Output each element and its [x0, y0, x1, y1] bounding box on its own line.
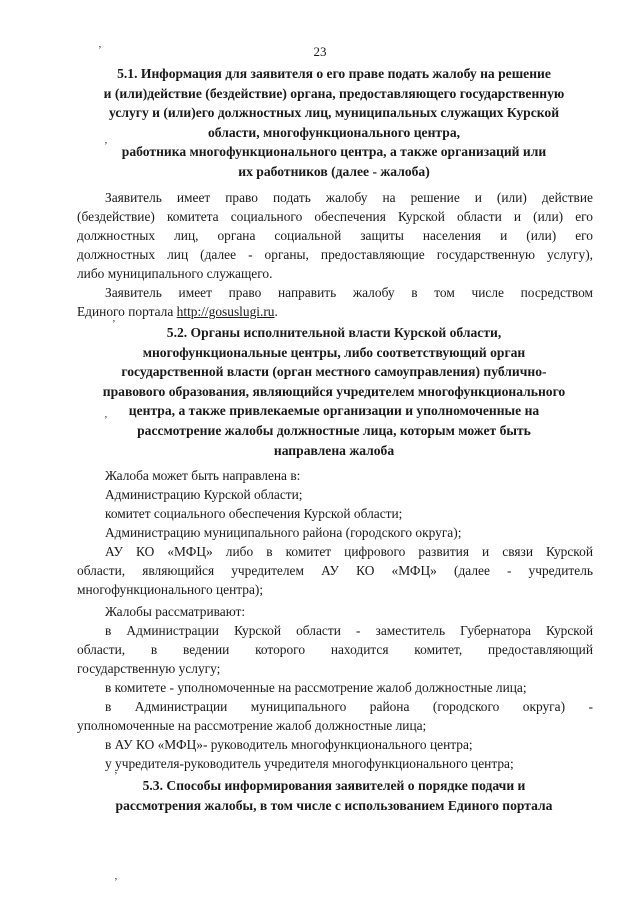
scan-mark: ʼ [98, 44, 102, 56]
paragraph-line: Заявитель имеет право подать жалобу на решение и (или) действие [105, 190, 593, 205]
list-item: в Администрации муниципального района (городского округа) - [105, 699, 593, 714]
heading-line: центра, а также привлекаемые организации и уполномоченные на [128, 403, 540, 419]
heading-line: 5.2. Органы исполнительной власти Курской области, [166, 325, 502, 340]
heading-line: и (или)действие (бездействие) органа, предоставляющего государственную [103, 85, 565, 101]
heading-line: их работников (далее - жалоба) [238, 163, 430, 179]
list-item: Жалобы рассматривают: [105, 604, 246, 619]
paragraph-line [77, 302, 593, 321]
list-item: Администрацию Курской области; [105, 487, 303, 502]
scan-mark: ʼ [114, 770, 118, 782]
paragraph-line: Заявитель имеет право направить жалобу в том числе посредством [105, 285, 593, 300]
heading-line: области, многофункционального центра, [207, 124, 461, 140]
heading-line: государственной власти (орган местного самоуправления) публично- [121, 364, 547, 380]
heading-line: правового образования, являющийся учредителем многофункционального [102, 383, 566, 399]
heading-line: услугу и (или)его должностных лиц, муниципальных служащих Курской [108, 105, 560, 121]
heading-line: многофункциональные центры, либо соответствующий орган [142, 344, 526, 360]
paragraph-line: (бездействие) комитета социального обеспечения Курской области и (или) его [77, 209, 593, 224]
list-item: многофункционального центра); [77, 582, 264, 597]
list-item: в Администрации Курской области - заместитель Губернатора Курской [105, 623, 593, 638]
scan-mark: ʼ [112, 318, 116, 330]
section-5-1-paragraph-2 [77, 283, 593, 321]
list-item: государственную услугу; [77, 661, 221, 676]
scan-mark: ʼ [114, 876, 118, 888]
section-5-2-heading [74, 323, 594, 460]
list-item: комитет социального обеспечения Курской области; [105, 506, 403, 521]
complaint-recipients-list [77, 466, 593, 599]
scan-mark: ʼ [104, 140, 108, 152]
complaint-reviewers-list [77, 602, 593, 773]
heading-line: 5.1. Информация для заявителя о его праве подать жалобу на решение [117, 66, 551, 81]
section-5-1-paragraph-1 [77, 188, 593, 283]
scan-mark: ʼ [104, 414, 108, 426]
section-5-3-heading [74, 776, 594, 815]
page-number: 23 [313, 44, 327, 59]
list-item: области, в ведении которого находится комитет, предоставляющий [77, 642, 593, 657]
paragraph-line: должностных лиц (далее - органы, предоставляющие государственную услугу), [77, 247, 593, 262]
list-item: в АУ КО «МФЦ»- руководитель многофункционального центра; [105, 737, 473, 752]
section-5-1-heading [74, 64, 594, 182]
heading-line: 5.3. Способы информирования заявителей о порядке подачи и [142, 778, 526, 793]
paragraph-text: Единого портала [77, 304, 177, 319]
gosuslugi-link[interactable]: http://gosuslugi.ru [176, 304, 275, 319]
heading-line: работника многофункционального центра, а также организаций или [121, 144, 547, 160]
heading-line: рассмотрение жалобы должностные лица, которым может быть [137, 422, 531, 438]
heading-line: рассмотрения жалобы, в том числе с использованием Единого портала [115, 797, 553, 813]
list-item: уполномоченные на рассмотрение жалоб должностные лица; [77, 718, 427, 733]
heading-line: направлена жалоба [273, 442, 395, 458]
list-item: у учредителя-руководитель учредителя многофункционального центра; [105, 756, 514, 771]
paragraph-line: должностных лиц, органа социальной защиты населения и (или) его [77, 228, 593, 243]
paragraph-text: . [274, 304, 278, 319]
list-item: в комитете - уполномоченные на рассмотрение жалоб должностные лица; [105, 680, 527, 695]
list-item: АУ КО «МФЦ» либо в комитет цифрового развития и связи Курской [105, 544, 593, 559]
list-item: Жалоба может быть направлена в: [105, 468, 301, 483]
list-item: области, являющийся учредителем АУ КО «МФЦ» (далее - учредитель [77, 563, 593, 578]
paragraph-line: либо муниципального служащего. [77, 266, 273, 281]
list-item: Администрацию муниципального района (городского округа); [105, 525, 462, 540]
